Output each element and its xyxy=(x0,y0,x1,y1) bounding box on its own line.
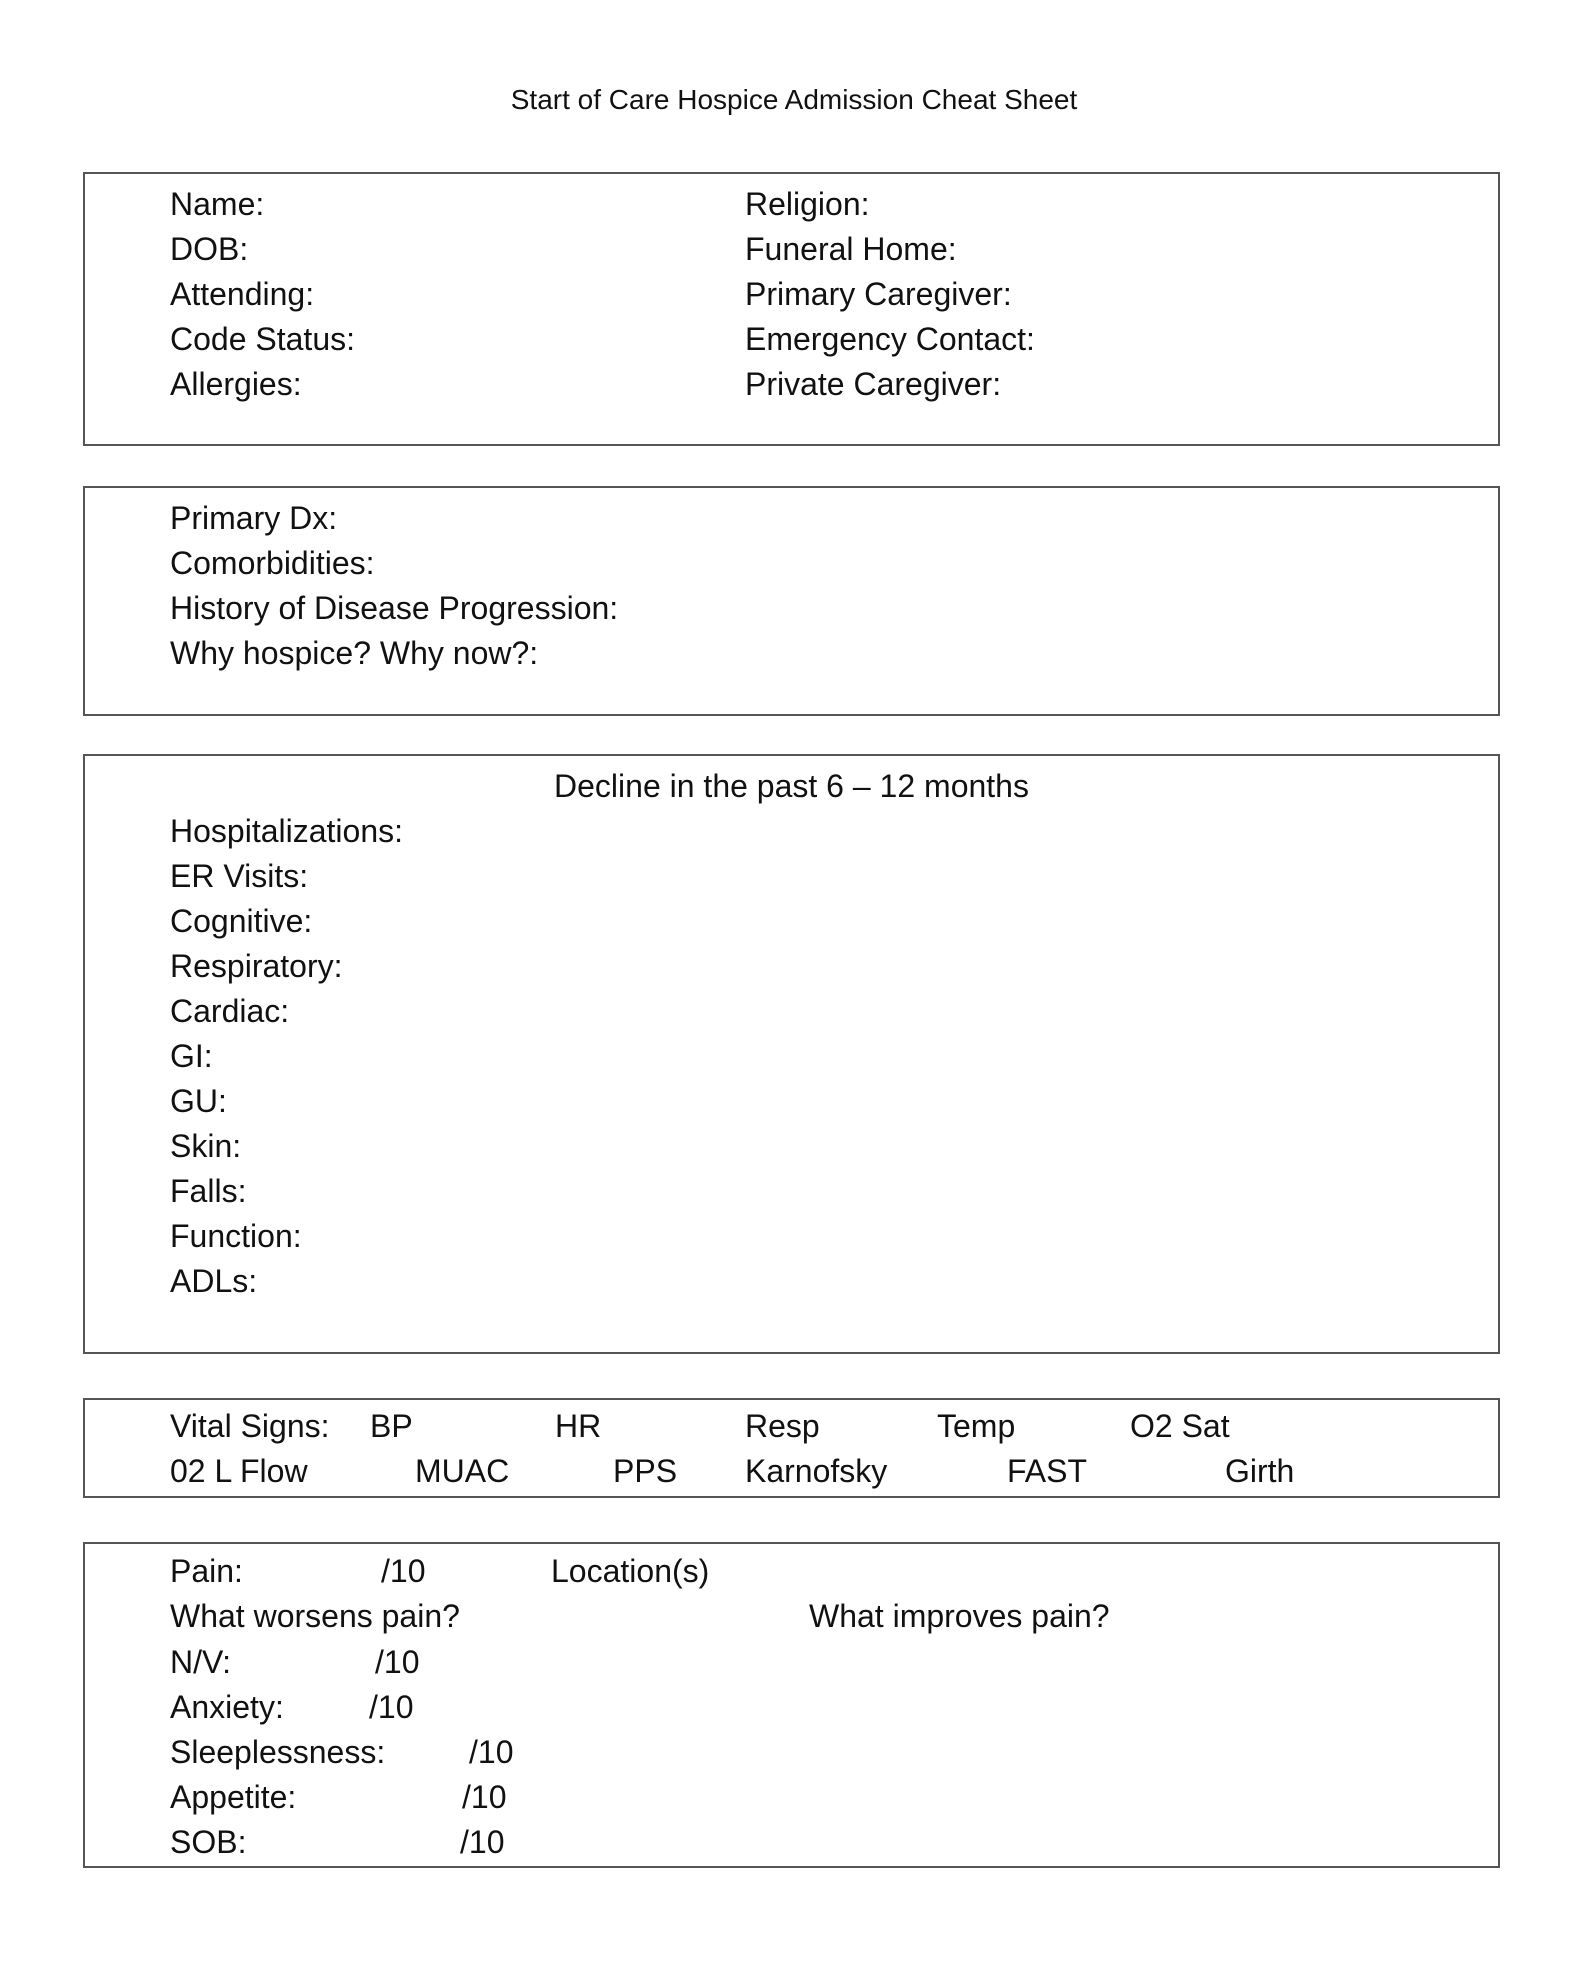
funeral-home-label: Funeral Home: xyxy=(745,231,957,267)
anxiety-label: Anxiety: xyxy=(170,1689,284,1725)
respiratory-label: Respiratory: xyxy=(170,948,343,984)
karnofsky-label: Karnofsky xyxy=(745,1453,888,1489)
private-caregiver-label: Private Caregiver: xyxy=(745,366,1002,402)
sob-scale: /10 xyxy=(460,1824,505,1860)
o2-sat-label: O2 Sat xyxy=(1130,1408,1230,1444)
sleeplessness-scale: /10 xyxy=(469,1734,514,1770)
decline-box xyxy=(83,754,1500,1354)
decline-heading: Decline in the past 6 – 12 months xyxy=(554,768,1029,804)
hr-label: HR xyxy=(555,1408,602,1444)
diagnosis-box xyxy=(83,486,1500,716)
o2-flow-label: 02 L Flow xyxy=(170,1453,308,1489)
demographics-right-column xyxy=(745,182,1035,407)
temp-label: Temp xyxy=(937,1408,1016,1444)
comorbidities-label: Comorbidities: xyxy=(170,545,375,581)
demographics-left-column xyxy=(170,182,355,407)
religion-label: Religion: xyxy=(745,186,870,222)
cognitive-label: Cognitive: xyxy=(170,903,313,939)
decline-column xyxy=(170,809,403,1304)
dob-label: DOB: xyxy=(170,231,249,267)
nv-scale: /10 xyxy=(375,1644,420,1680)
worsens-pain-label: What worsens pain? xyxy=(170,1598,460,1634)
resp-label: Resp xyxy=(745,1408,820,1444)
disease-progression-label: History of Disease Progression: xyxy=(170,590,619,626)
diagnosis-column xyxy=(170,496,618,676)
demographics-box xyxy=(83,172,1500,446)
skin-label: Skin: xyxy=(170,1128,242,1164)
name-label: Name: xyxy=(170,186,265,222)
pain-label: Pain: xyxy=(170,1553,243,1589)
primary-caregiver-label: Primary Caregiver: xyxy=(745,276,1012,312)
fast-label: FAST xyxy=(1007,1453,1088,1489)
page-title: Start of Care Hospice Admission Cheat Sheet xyxy=(510,84,1078,115)
code-status-label: Code Status: xyxy=(170,321,355,357)
gi-label: GI: xyxy=(170,1038,213,1074)
location-label: Location(s) xyxy=(551,1553,710,1589)
anxiety-scale: /10 xyxy=(369,1689,414,1725)
girth-label: Girth xyxy=(1225,1453,1295,1489)
function-label: Function: xyxy=(170,1218,302,1254)
cardiac-label: Cardiac: xyxy=(170,993,290,1029)
sob-label: SOB: xyxy=(170,1824,247,1860)
gu-label: GU: xyxy=(170,1083,227,1119)
symptoms-box xyxy=(83,1542,1500,1868)
emergency-contact-label: Emergency Contact: xyxy=(745,321,1035,357)
vital-signs-label: Vital Signs: xyxy=(170,1408,330,1444)
falls-label: Falls: xyxy=(170,1173,247,1209)
sleeplessness-label: Sleeplessness: xyxy=(170,1734,386,1770)
nv-label: N/V: xyxy=(170,1644,232,1680)
primary-dx-label: Primary Dx: xyxy=(170,500,338,536)
muac-label: MUAC xyxy=(415,1453,510,1489)
appetite-scale: /10 xyxy=(462,1779,507,1815)
adls-label: ADLs: xyxy=(170,1263,258,1299)
pain-scale: /10 xyxy=(381,1553,426,1589)
hospitalizations-label: Hospitalizations: xyxy=(170,813,403,849)
vitals-box xyxy=(83,1398,1500,1498)
pps-label: PPS xyxy=(613,1453,678,1489)
bp-label: BP xyxy=(370,1408,413,1444)
appetite-label: Appetite: xyxy=(170,1779,297,1815)
why-hospice-label: Why hospice? Why now?: xyxy=(170,635,539,671)
improves-pain-label: What improves pain? xyxy=(809,1598,1110,1634)
er-visits-label: ER Visits: xyxy=(170,858,309,894)
allergies-label: Allergies: xyxy=(170,366,302,402)
attending-label: Attending: xyxy=(170,276,315,312)
